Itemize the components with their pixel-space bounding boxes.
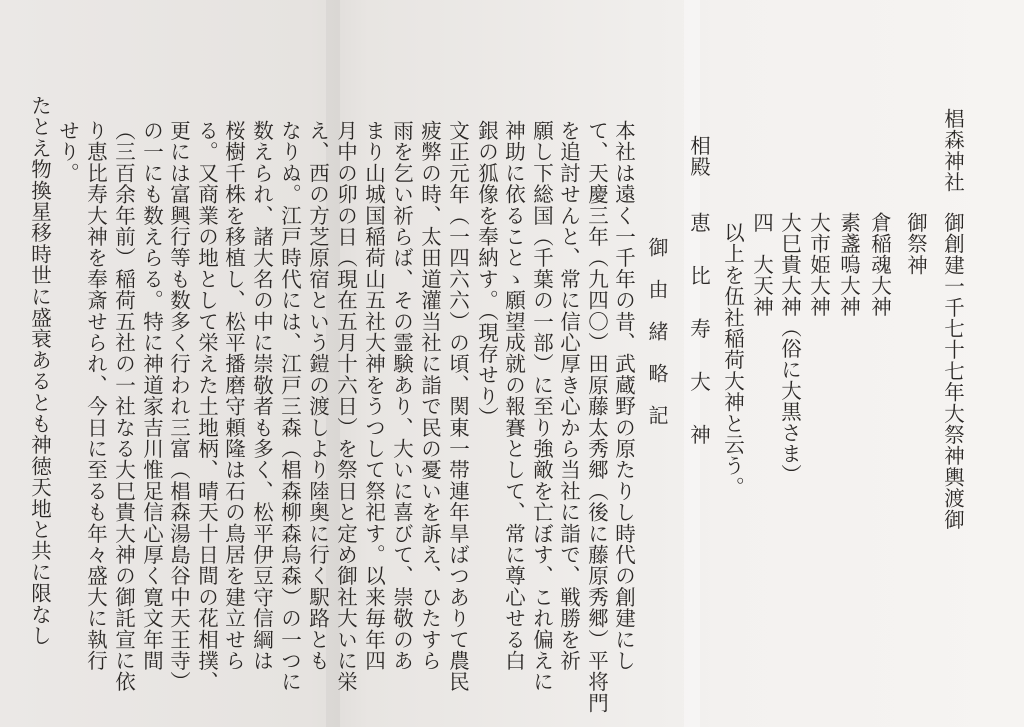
history-line: 本社は遠く一千年の昔、武蔵野の原たりし時代の創建にし xyxy=(611,120,636,672)
history-line: を追討せんと、常に信心厚き心から当社に詣で、戦勝を祈 xyxy=(556,120,581,672)
deity-item: 素盞嗚大神 xyxy=(836,212,861,317)
event-line: 御創建一千七十七年大祭神輿渡御 xyxy=(940,212,965,530)
aidono-label: 相殿 xyxy=(686,135,711,178)
history-line: 文正元年（一四六六）の頃、関東一帯連年旱ばつありて農民 xyxy=(445,120,470,693)
deity-item: 大巳貴大神（俗に大黒さま） xyxy=(777,212,802,485)
saijin-label: 御祭神 xyxy=(903,212,928,276)
history-line: る。又商業の地として栄えた土地柄、晴天十日間の花相撲、 xyxy=(194,120,219,693)
history-line: 数えられ、諸大名の中に崇敬者も多く、松平伊豆守信綱は xyxy=(249,120,274,672)
deity-item: 大市姫大神 xyxy=(806,212,831,317)
shrine-name: 椙森神社 xyxy=(940,108,965,193)
history-line: 桜樹千株を移植し、松平播磨守頼隆は石の鳥居を建立せら xyxy=(221,120,246,672)
history-line: 神助に依ることゝ願望成就の報賽として、常に尊心せる白 xyxy=(501,120,526,672)
history-line: せり。 xyxy=(55,120,80,184)
history-line: の一にも数えらる。特に神道家吉川惟足信心厚く寛文年間 xyxy=(139,120,164,672)
history-line: り恵比寿大神を奉斎せられ、今日に至るも年々盛大に執行 xyxy=(83,120,108,672)
history-line: 更には富興行等も数多く行われ三富（椙森湯島谷中天王寺） xyxy=(166,120,191,693)
history-line: （三百余年前）稲荷五社の一社なる大巳貴大神の御託宣に依 xyxy=(111,120,136,693)
deity-item: 四 大天神 xyxy=(749,212,774,317)
history-line: たとえ物換星移時世に盛衰あるとも神徳天地と共に限なし xyxy=(27,95,52,647)
history-line: 願し下総国（千葉の一部）に至り強敵を亡ぼす、これ偏えに xyxy=(529,120,554,693)
history-line: 月中の卯の日（現在五月十六日）を祭日と定め御社大いに栄 xyxy=(333,120,358,693)
history-line: て、天慶三年（九四〇）田原藤太秀郷（後に藤原秀郷）平将門 xyxy=(584,120,609,714)
aidono-deity: 恵 比 寿 大 神 xyxy=(686,212,711,451)
history-line: なりぬ。江戸時代には、江戸三森（椙森柳森烏森）の一つに xyxy=(277,120,302,693)
history-title: 御由緒略記 xyxy=(645,237,669,447)
history-line: 銀の狐像を奉納す。（現存せり） xyxy=(474,120,499,428)
deity-item: 倉稲魂大神 xyxy=(867,212,892,317)
history-line: 疲弊の時、太田道灌当社に詣で民の憂いを訴え、ひたすら xyxy=(417,120,442,672)
deity-summary: 以上を伍社稲荷大神と云う。 xyxy=(720,222,745,498)
history-line: え、西の方芝原宿という鎧の渡しより陸奥に行く駅路とも xyxy=(305,120,330,672)
history-line: まり山城国稲荷山五社大神をうつして祭祀す。以来毎年四 xyxy=(361,120,386,672)
history-line: 雨を乞い祈らば、その霊験あり、大いに喜びて、崇敬のあ xyxy=(389,120,414,672)
